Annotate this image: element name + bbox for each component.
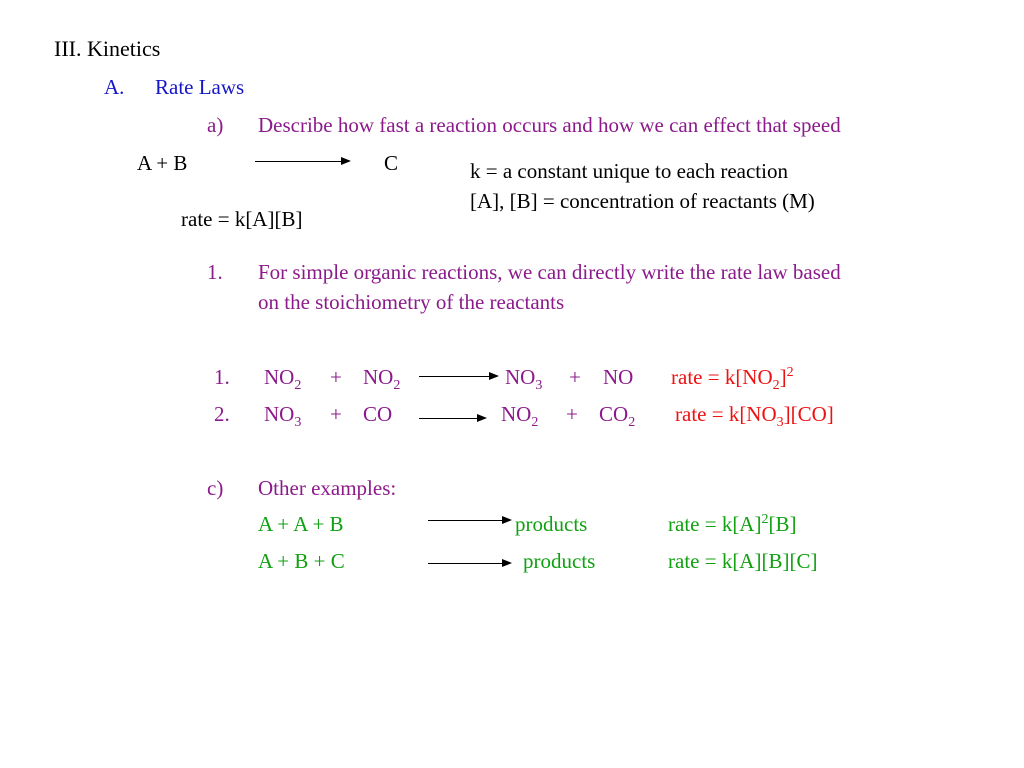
example-1-product-1: $NO_3$ bbox=[505, 365, 543, 394]
other-2-products: products bbox=[523, 549, 596, 573]
other-2-arrow bbox=[428, 563, 510, 564]
other-2-reactants: A + B + C bbox=[258, 549, 345, 573]
example-2-arrow bbox=[419, 418, 485, 419]
example-1-arrow bbox=[419, 376, 497, 377]
point-1-line-1: For simple organic reactions, we can directly write the rate law based bbox=[258, 260, 841, 284]
general-rate-law: rate = k[A][B] bbox=[181, 207, 303, 231]
k-definition: k = a constant unique to each reaction bbox=[470, 159, 788, 183]
concentration-definition: [A], [B] = concentration of reactants (M) bbox=[470, 189, 815, 213]
example-1-plus-1: + bbox=[330, 365, 342, 389]
section-a-title: Rate Laws bbox=[155, 75, 245, 99]
example-1-rate-law: rate = $k[NO_2]^2$ bbox=[671, 365, 794, 394]
example-2-reactant-1: $NO_3$ bbox=[264, 402, 302, 431]
general-reactants: A + B bbox=[137, 151, 188, 175]
reaction-arrow bbox=[255, 161, 349, 162]
other-1-arrow bbox=[428, 520, 510, 521]
page-title: III. Kinetics bbox=[54, 36, 161, 61]
example-1-reactant-2: $NO_2$ bbox=[363, 365, 401, 394]
example-1-marker: 1. bbox=[214, 365, 230, 389]
example-2-product-1: $NO_2$ bbox=[501, 402, 539, 431]
example-2-reactant-2: CO bbox=[363, 402, 393, 426]
example-1-reactant-1: $NO_2$ bbox=[264, 365, 302, 394]
example-1-plus-2: + bbox=[569, 365, 581, 389]
example-2-plus-2: + bbox=[566, 402, 578, 426]
item-a-marker: a) bbox=[207, 113, 224, 137]
other-1-rate-law: rate = $k[A]^2[B]$ bbox=[668, 512, 797, 536]
example-2-product-2: $CO_2$ bbox=[599, 402, 636, 431]
example-2-rate-law: rate = $k[NO_3][CO]$ bbox=[675, 402, 834, 431]
point-1-marker: 1. bbox=[207, 260, 223, 284]
item-c-marker: c) bbox=[207, 476, 224, 500]
general-product: C bbox=[384, 151, 399, 175]
example-2-plus-1: + bbox=[330, 402, 342, 426]
example-2-marker: 2. bbox=[214, 402, 230, 426]
other-1-products: products bbox=[515, 512, 588, 536]
other-2-rate-law: rate = k[A][B][C] bbox=[668, 549, 818, 573]
item-a-text: Describe how fast a reaction occurs and how we can effect that speed bbox=[258, 113, 841, 137]
point-1-line-2: on the stoichiometry of the reactants bbox=[258, 290, 565, 314]
other-1-reactants: A + A + B bbox=[258, 512, 344, 536]
section-a-marker: A. bbox=[104, 75, 125, 99]
item-c-text: Other examples: bbox=[258, 476, 397, 500]
example-1-product-2: NO bbox=[603, 365, 634, 389]
